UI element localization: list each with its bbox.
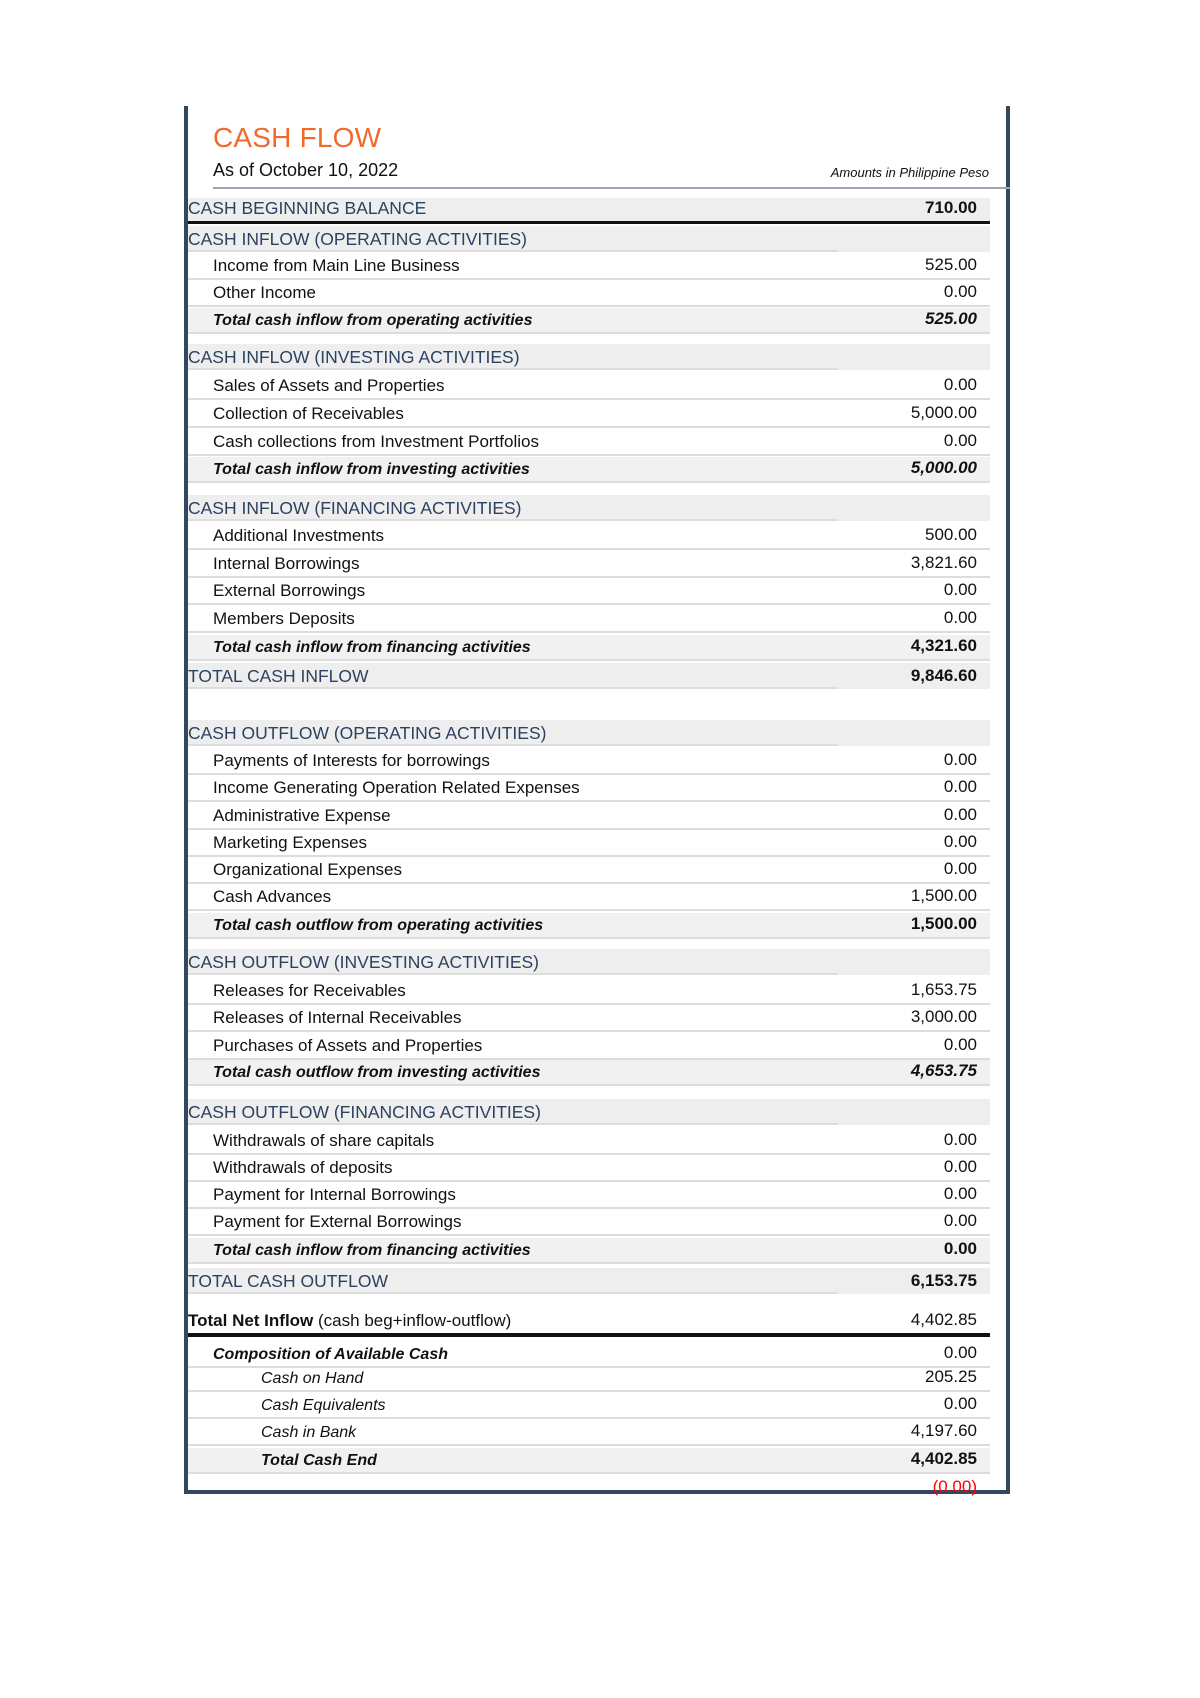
comp-row [188,1342,990,1368]
section-row [188,344,990,370]
item-row [188,804,990,830]
row-value: 1,500.00 [910,914,977,933]
item-row [188,858,990,884]
row-underline [188,973,838,975]
row-label: Total cash outflow from investing activities [213,1064,541,1081]
row-label: Payments of Interests for borrowings [213,751,490,770]
row-label: Withdrawals of share capitals [213,1131,435,1150]
row-value: 5,000.00 [910,403,977,422]
row-label: Total cash inflow from investing activities [213,461,530,478]
section-row [188,1099,990,1125]
row-label: CASH OUTFLOW (INVESTING ACTIVITIES) [188,952,539,972]
row-label: Total cash inflow from operating activities [213,312,533,329]
row-label: Total cash inflow from financing activities [213,639,531,656]
total-net-inflow-row [188,1311,990,1337]
row-value: 4,197.60 [910,1421,977,1440]
sub-row [188,1420,990,1446]
report-date: As of October 10, 2022 [213,160,399,180]
row-label: Internal Borrowings [213,554,360,573]
row-label: Cash Advances [213,887,332,906]
row-underline [188,250,838,252]
row-label: Releases for Receivables [213,981,406,1000]
row-label: CASH INFLOW (OPERATING ACTIVITIES) [188,229,528,249]
item-row [188,607,990,633]
item-row [188,374,990,400]
net-inflow-label: Total Net Inflow (cash beg+inflow-outflow) [188,1311,512,1330]
item-row [188,1006,990,1032]
section-row [188,720,990,746]
row-label: Cash in Bank [261,1424,357,1441]
begin-row [188,198,990,224]
row-label: Organizational Expenses [213,860,403,879]
row-label: Other Income [213,283,316,302]
row-label: Collection of Receivables [213,404,404,423]
row-value: 0.00 [943,777,977,796]
item-row [188,579,990,605]
total-row [188,635,990,661]
row-label: Total cash inflow from financing activities [213,1242,531,1259]
item-row [188,254,990,280]
row-label: Members Deposits [213,609,355,628]
row-label: Purchases of Assets and Properties [213,1036,483,1055]
item-row [188,776,990,802]
item-row [188,979,990,1005]
row-underline [188,1292,838,1294]
item-row [188,430,990,456]
row-label: Cash on Hand [261,1370,364,1387]
row-label: Withdrawals of deposits [213,1158,393,1177]
row-value: 0.00 [943,1184,977,1203]
total-row [188,1238,990,1264]
row-value: 0.00 [943,1343,977,1362]
item-row [188,831,990,857]
item-row [188,1156,990,1182]
row-label: Payment for Internal Borrowings [213,1185,456,1204]
row-value: 525.00 [925,255,977,274]
item-row [188,524,990,550]
net-inflow-value: 4,402.85 [910,1310,977,1329]
currency-note: Amounts in Philippine Peso [830,165,989,180]
row-label: CASH OUTFLOW (FINANCING ACTIVITIES) [188,1102,541,1122]
row-underline [188,687,838,689]
row-label: Sales of Assets and Properties [213,376,445,395]
row-label: Composition of Available Cash [213,1346,448,1363]
total-row [188,913,990,939]
row-value: 0.00 [943,1239,977,1258]
row-label: Total Cash End [261,1452,377,1469]
item-row [188,1034,990,1060]
row-underline [188,1123,838,1125]
row-value: 0.00 [943,1130,977,1149]
total-row [188,457,990,483]
sub-row [188,1393,990,1419]
row-value: 525.00 [925,309,977,328]
item-row [188,552,990,578]
row-underline [188,519,838,521]
grand-row [188,663,990,689]
row-value: 0.00 [943,832,977,851]
row-value: 3,000.00 [910,1007,977,1026]
report-title: CASH FLOW [213,122,382,153]
row-label: CASH INFLOW (FINANCING ACTIVITIES) [188,498,522,518]
row-label: Releases of Internal Receivables [213,1008,462,1027]
section-row [188,949,990,975]
row-value: 0.00 [943,1157,977,1176]
row-label: Additional Investments [213,526,385,545]
row-label: CASH OUTFLOW (OPERATING ACTIVITIES) [188,723,547,743]
row-label: Cash Equivalents [261,1397,386,1414]
row-value: 6,153.75 [910,1271,977,1290]
row-value: 0.00 [943,282,977,301]
row-value: 0.00 [943,431,977,450]
row-label: TOTAL CASH OUTFLOW [188,1271,388,1291]
item-row [188,281,990,307]
item-row [188,749,990,775]
subtotal-row [188,1448,990,1474]
total-row [188,308,990,334]
row-label: CASH BEGINNING BALANCE [188,198,427,218]
row-label: CASH INFLOW (INVESTING ACTIVITIES) [188,347,520,367]
row-value: 0.00 [943,608,977,627]
item-row [188,402,990,428]
row-value: 0.00 [943,859,977,878]
row-label: Payment for External Borrowings [213,1212,462,1231]
item-row [188,1210,990,1236]
item-row [188,1129,990,1155]
sub-row [188,1366,990,1392]
row-value: 9,846.60 [910,666,977,685]
row-value: 4,402.85 [910,1449,977,1468]
row-label: Income from Main Line Business [213,256,460,275]
row-value: 0.00 [943,580,977,599]
row-value: (0.00) [932,1477,977,1496]
row-label: Total cash outflow from operating activities [213,917,544,934]
item-row [188,885,990,911]
row-value: 1,500.00 [910,886,977,905]
row-value: 710.00 [925,198,977,217]
row-underline [188,368,838,370]
row-label: External Borrowings [213,581,366,600]
row-value: 500.00 [925,525,977,544]
row-label: Administrative Expense [213,806,391,825]
section-row [188,226,990,252]
header-divider [213,187,1010,189]
section-row [188,495,990,521]
row-label: TOTAL CASH INFLOW [188,666,369,686]
row-value: 5,000.00 [910,458,977,477]
row-value: 0.00 [943,1035,977,1054]
row-value: 4,321.60 [910,636,977,655]
row-value: 0.00 [943,750,977,769]
row-value: 0.00 [943,805,977,824]
row-value: 0.00 [943,1211,977,1230]
row-label: Income Generating Operation Related Expenses [213,778,580,797]
row-value: 1,653.75 [910,980,977,999]
row-label: Cash collections from Investment Portfolios [213,432,539,451]
diff-row [188,1474,990,1500]
row-value: 3,821.60 [910,553,977,572]
row-value: 0.00 [943,1394,977,1413]
row-value: 205.25 [925,1367,977,1386]
item-row [188,1183,990,1209]
row-underline [188,744,838,746]
grand-row [188,1268,990,1294]
total-row [188,1060,990,1086]
row-value: 0.00 [943,375,977,394]
row-value: 4,653.75 [910,1061,977,1080]
row-label: Marketing Expenses [213,833,368,852]
